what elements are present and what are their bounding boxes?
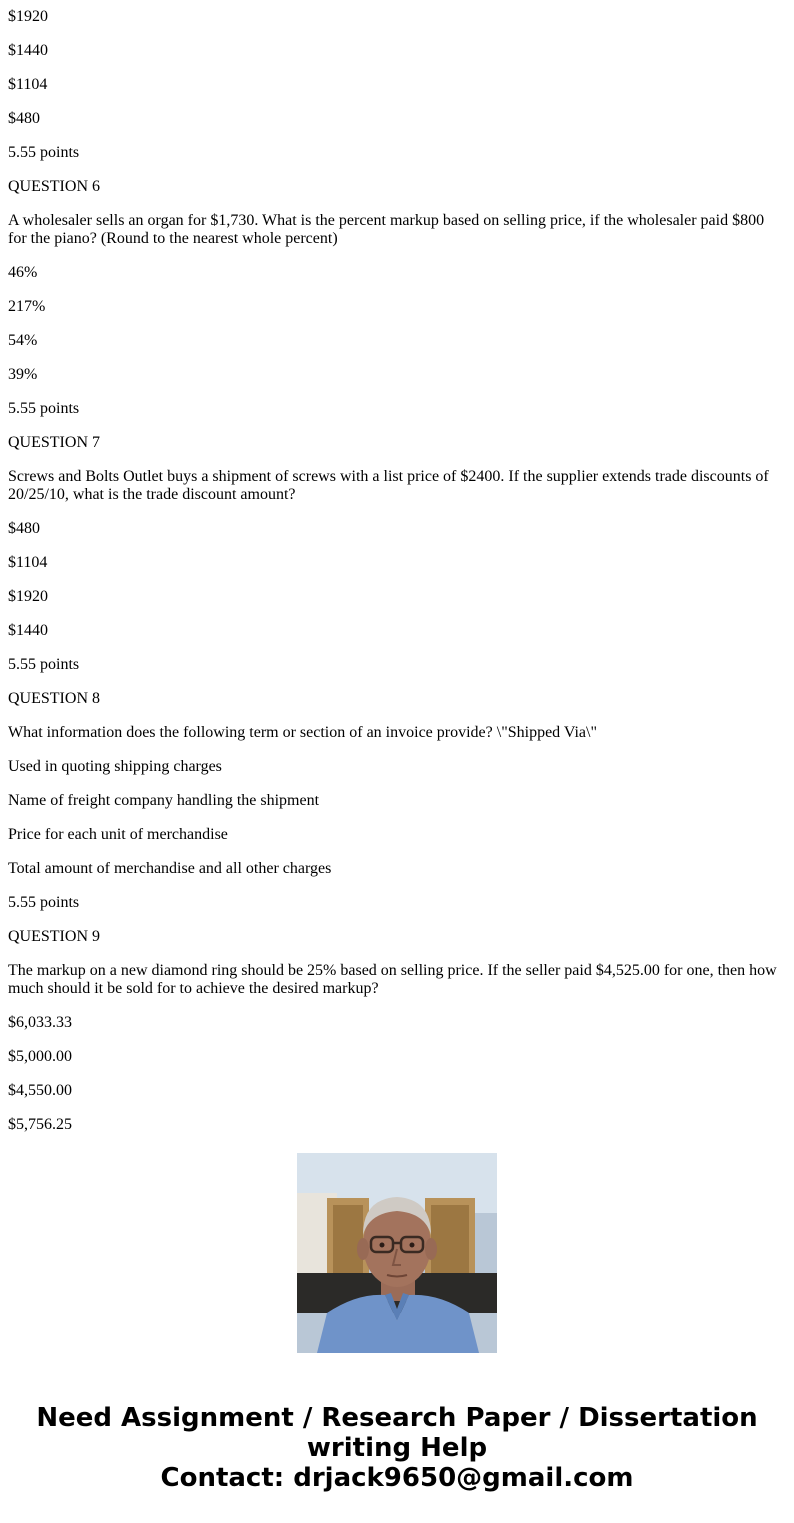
text-line: Total amount of merchandise and all other charges [8,860,332,877]
text-line: $1920 [8,8,48,25]
banner-line-1: Need Assignment / Research Paper / Dissertation [36,1403,758,1433]
text-line: $1104 [8,554,48,571]
text-line: $1440 [8,42,48,59]
text-line: Used in quoting shipping charges [8,758,222,775]
banner-line-2: writing Help [306,1433,488,1463]
text-line: 5.55 points [8,656,80,673]
text-line: $1920 [8,588,48,605]
text-line: 39% [8,366,38,383]
avatar-photo-icon [297,1153,497,1353]
text-line: $1440 [8,622,48,639]
text-line: QUESTION 9 [8,928,100,945]
text-line: $480 [8,110,40,127]
text-line: QUESTION 7 [8,434,100,451]
text-line: Screws and Bolts Outlet buys a shipment of screws with a list price of $2400. If the supplier extends trade discounts of 20/25/10, what is the trade discount amount? [8,468,769,503]
contact-banner [0,1403,794,1493]
banner-contact: Contact: drjack9650@gmail.com [160,1463,634,1493]
text-line: $480 [8,520,40,537]
text-line: $5,756.25 [8,1116,72,1133]
text-line: Price for each unit of merchandise [8,826,228,843]
avatar [297,1153,497,1353]
text-line: The markup on a new diamond ring should be 25% based on selling price. If the seller paid $4,525.00 for one, then how much should it be sold for to achieve the desired markup? [8,962,777,997]
text-line: $1104 [8,76,48,93]
text-line: 217% [8,298,46,315]
text-line: 5.55 points [8,400,80,417]
text-line: 54% [8,332,38,349]
text-line: QUESTION 6 [8,178,100,195]
text-line: Name of freight company handling the shipment [8,792,320,809]
text-line: What information does the following term or section of an invoice provide? \"Shipped Via\" [8,724,597,741]
text-line: $4,550.00 [8,1082,72,1099]
text-line: 46% [8,264,38,281]
text-line: $6,033.33 [8,1014,72,1031]
text-line: 5.55 points [8,894,80,911]
text-line: 5.55 points [8,144,80,161]
text-line: A wholesaler sells an organ for $1,730. What is the percent markup based on selling price, if the wholesaler paid $800 for the piano? (Round to the nearest whole percent) [8,212,765,247]
text-line: QUESTION 8 [8,690,100,707]
text-line: $5,000.00 [8,1048,72,1065]
